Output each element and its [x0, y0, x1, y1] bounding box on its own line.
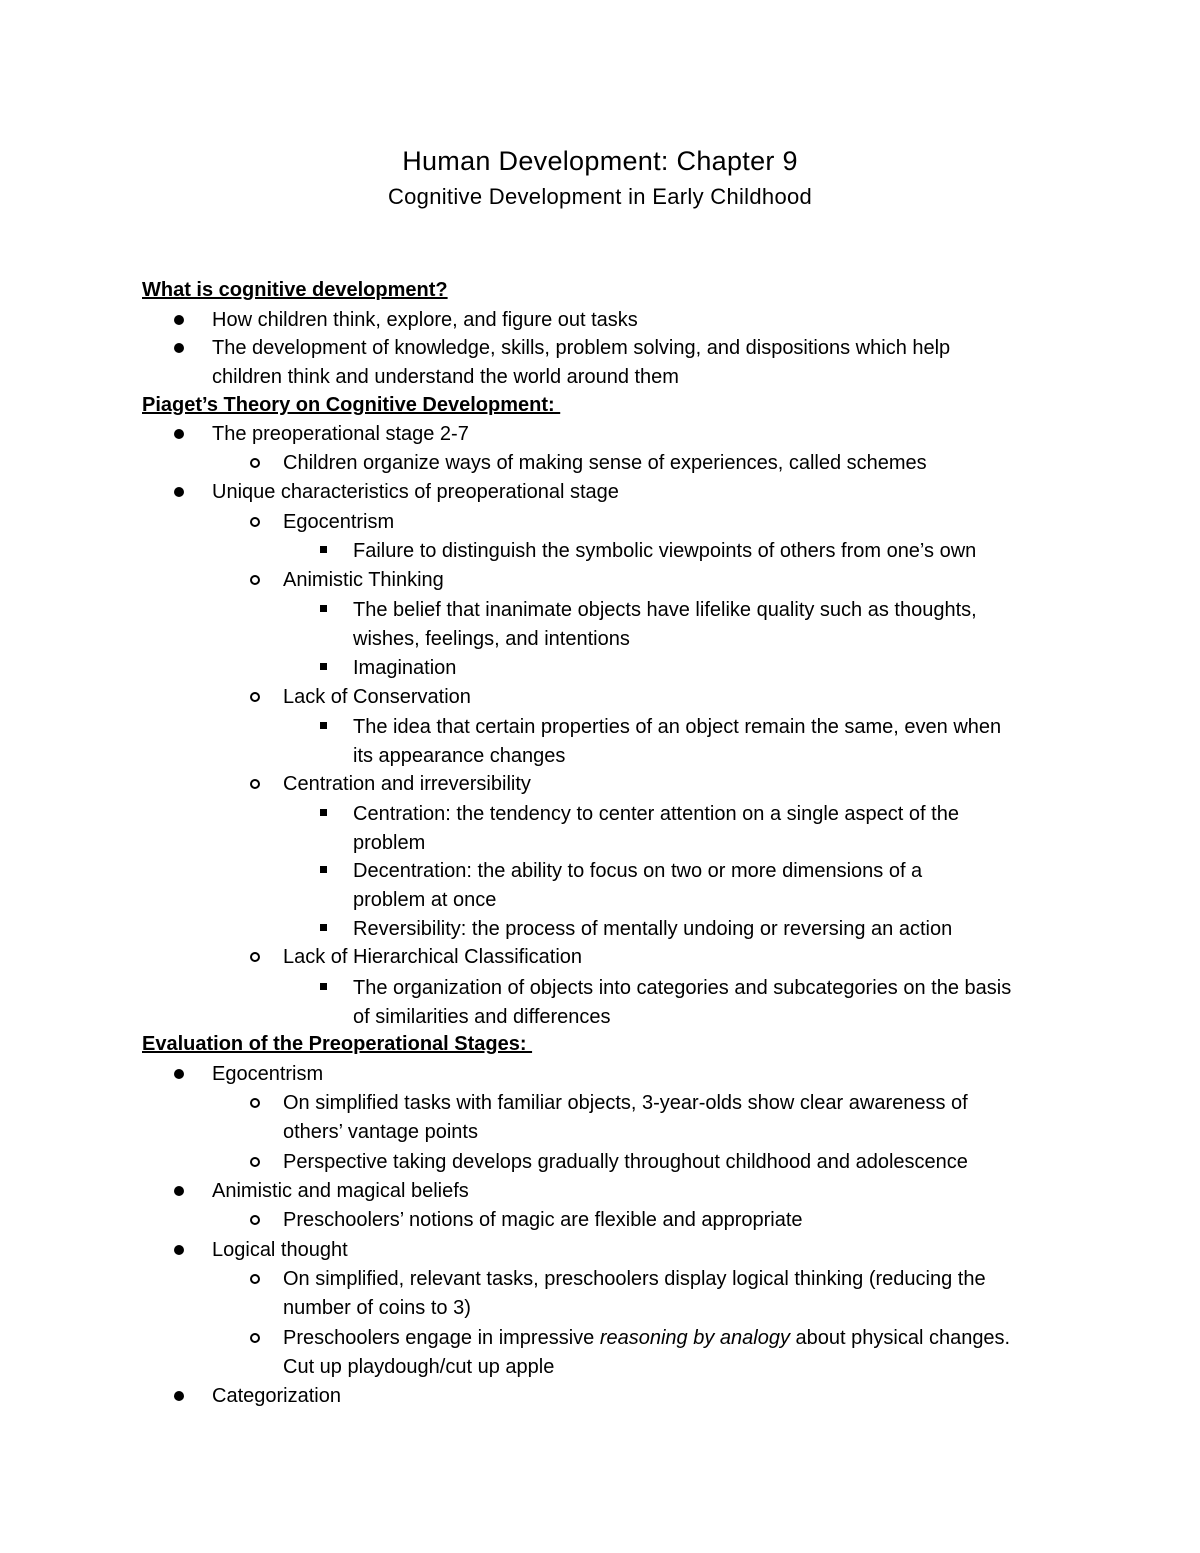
list-item: Animistic Thinking	[283, 569, 444, 591]
circle-bullet	[250, 1274, 260, 1284]
square-bullet	[320, 605, 327, 612]
circle-bullet	[250, 1333, 260, 1343]
circle-bullet	[250, 1157, 260, 1167]
section-heading-piaget: Piaget’s Theory on Cognitive Development:	[142, 394, 561, 416]
list-item: Logical thought	[212, 1239, 348, 1261]
circle-bullet	[250, 779, 260, 789]
square-bullet	[320, 722, 327, 729]
circle-bullet	[250, 1215, 260, 1225]
list-item: The belief that inanimate objects have lifelike quality such as thoughts,	[353, 599, 977, 621]
list-item: The preoperational stage 2-7	[212, 423, 469, 445]
section-heading-what-is: What is cognitive development?	[142, 279, 448, 301]
list-item-continuation: problem at once	[353, 889, 497, 911]
circle-bullet	[250, 575, 260, 585]
circle-bullet	[250, 952, 260, 962]
list-item	[283, 1326, 1010, 1350]
list-item: Lack of Hierarchical Classification	[283, 946, 583, 968]
list-item-continuation: children think and understand the world around them	[212, 366, 679, 388]
page-subtitle: Cognitive Development in Early Childhood	[387, 184, 813, 209]
list-item: Categorization	[212, 1385, 341, 1407]
circle-bullet	[250, 458, 260, 468]
list-item: Lack of Conservation	[283, 686, 471, 708]
list-item: On simplified tasks with familiar objects, 3-year-olds show clear awareness of	[283, 1092, 968, 1114]
list-item: Failure to distinguish the symbolic viewpoints of others from one’s own	[353, 540, 977, 562]
square-bullet	[320, 546, 327, 553]
list-item: Imagination	[353, 657, 457, 679]
section-heading-evaluation: Evaluation of the Preoperational Stages:	[142, 1033, 533, 1055]
list-item: The idea that certain properties of an object remain the same, even when	[353, 716, 1002, 738]
disc-bullet	[174, 429, 184, 439]
disc-bullet	[174, 487, 184, 497]
list-item: Preschoolers’ notions of magic are flexible and appropriate	[283, 1209, 803, 1231]
square-bullet	[320, 866, 327, 873]
list-item-continuation: number of coins to 3)	[283, 1297, 471, 1319]
disc-bullet	[174, 1391, 184, 1401]
list-item: Animistic and magical beliefs	[212, 1180, 469, 1202]
disc-bullet	[174, 343, 184, 353]
circle-bullet	[250, 517, 260, 527]
list-item: Perspective taking develops gradually throughout childhood and adolescence	[283, 1151, 968, 1173]
list-item: The development of knowledge, skills, problem solving, and dispositions which help	[212, 337, 951, 359]
disc-bullet	[174, 1069, 184, 1079]
disc-bullet	[174, 1186, 184, 1196]
analogy-text-post: about physical changes.	[789, 1327, 1011, 1349]
list-item-continuation: problem	[353, 832, 426, 854]
list-item: Centration and irreversibility	[283, 773, 531, 795]
square-bullet	[320, 809, 327, 816]
list-item: Centration: the tendency to center attention on a single aspect of the	[353, 803, 959, 825]
analogy-text-pre: Preschoolers engage in impressive	[283, 1327, 600, 1349]
list-item: Decentration: the ability to focus on two or more dimensions of a	[353, 860, 923, 882]
page-title: Human Development: Chapter 9	[402, 146, 798, 176]
circle-bullet	[250, 1098, 260, 1108]
list-item-continuation: wishes, feelings, and intentions	[353, 628, 630, 650]
square-bullet	[320, 924, 327, 931]
list-item: Egocentrism	[212, 1063, 324, 1085]
disc-bullet	[174, 1245, 184, 1255]
list-item: How children think, explore, and figure out tasks	[212, 309, 638, 331]
list-item: On simplified, relevant tasks, preschoolers display logical thinking (reducing the	[283, 1268, 986, 1290]
list-item: Unique characteristics of preoperational stage	[212, 481, 619, 503]
list-item-continuation: Cut up playdough/cut up apple	[283, 1356, 555, 1378]
list-item-continuation: of similarities and differences	[353, 1006, 611, 1028]
square-bullet	[320, 663, 327, 670]
list-item: Reversibility: the process of mentally undoing or reversing an action	[353, 918, 953, 940]
list-item: The organization of objects into categories and subcategories on the basis	[353, 977, 1012, 999]
circle-bullet	[250, 692, 260, 702]
list-item: Children organize ways of making sense of experiences, called schemes	[283, 452, 927, 474]
analogy-emphasis: reasoning by analogy	[599, 1327, 790, 1349]
list-item-continuation: others’ vantage points	[283, 1121, 478, 1143]
list-item-continuation: its appearance changes	[353, 745, 566, 767]
disc-bullet	[174, 315, 184, 325]
list-item: Egocentrism	[283, 511, 395, 533]
square-bullet	[320, 983, 327, 990]
